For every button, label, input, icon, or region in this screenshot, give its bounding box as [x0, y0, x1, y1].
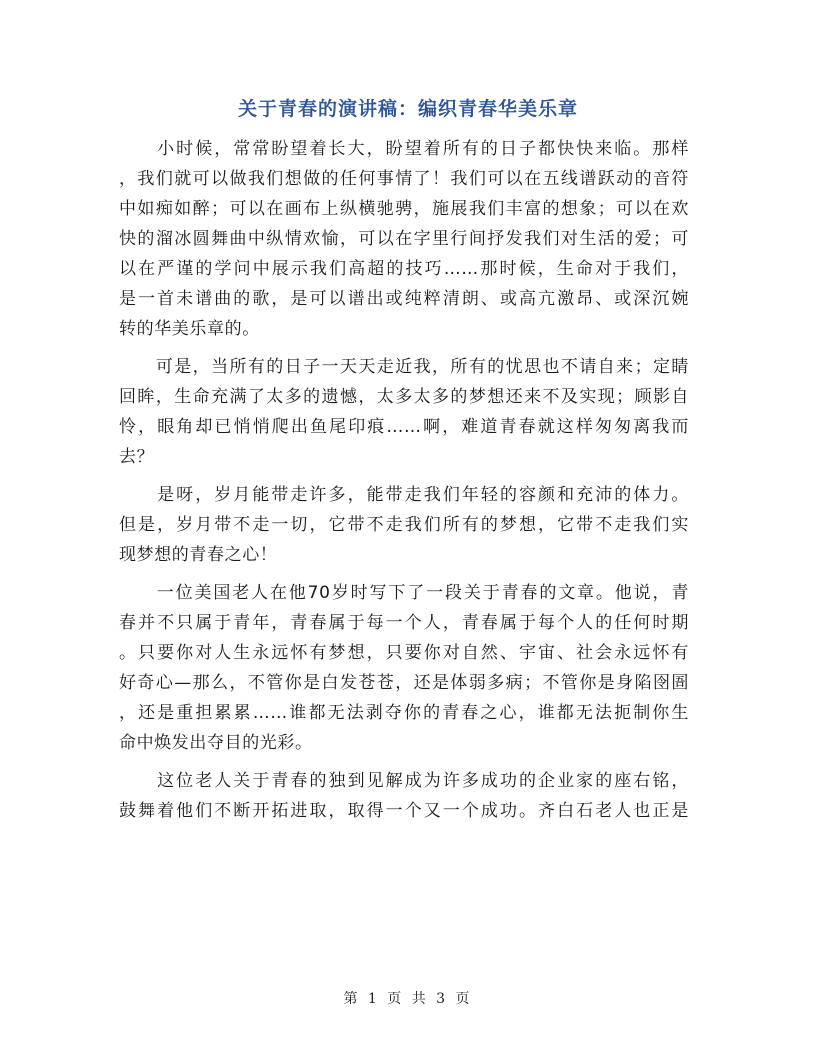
paragraph-line: 鼓舞着他们不断开拓进取，取得一个又一个成功。齐白石老人也正是 — [119, 801, 689, 821]
paragraph-line: 命中焕发出夺目的光彩。 — [119, 733, 313, 753]
paragraph-line: 小时候，常常盼望着长大，盼望着所有的日子都快快来临。那样 — [119, 139, 689, 159]
paragraph-line: 怜，眼角却已悄悄爬出鱼尾印痕……啊，难道青春就这样匆匆离我而 — [119, 417, 689, 437]
paragraph-4 — [119, 578, 689, 758]
paragraph-line: 去？ — [119, 447, 155, 467]
paragraph-line: 中如痴如醉；可以在画布上纵横驰骋，施展我们丰富的想象；可以在欢 — [119, 199, 689, 219]
paragraph-5 — [119, 766, 689, 826]
paragraph-2 — [119, 352, 689, 472]
paragraph-line: 回眸，生命充满了太多的遗憾，太多太多的梦想还来不及实现；顾影自 — [119, 387, 689, 407]
paragraph-line: ，还是重担累累……谁都无法剥夺你的青春之心，谁都无法扼制你生 — [119, 703, 689, 723]
paragraph-line: 现梦想的青春之心！ — [119, 545, 278, 565]
paragraph-line: ，我们就可以做我们想做的任何事情了！我们可以在五线谱跃动的音符 — [119, 169, 689, 189]
paragraph-3 — [119, 480, 689, 570]
paragraph-line: 但是，岁月带不走一切，它带不走我们所有的梦想，它带不走我们实 — [119, 515, 689, 535]
document-title: 关于青春的演讲稿：编织青春华美乐章 — [237, 98, 578, 120]
paragraph-1 — [119, 134, 689, 344]
paragraph-line: 以在严谨的学问中展示我们高超的技巧……那时候，生命对于我们， — [119, 259, 689, 279]
paragraph-line: 转的华美乐章的。 — [119, 319, 260, 339]
paragraph-line: 是呀，岁月能带走许多，能带走我们年轻的容颜和充沛的体力。 — [119, 485, 689, 505]
paragraph-line: 是一首未谱曲的歌，是可以谱出或纯粹清朗、或高亢激昂、或深沉婉 — [119, 289, 689, 309]
paragraph-line: 可是，当所有的日子一天天走近我，所有的忧思也不请自来；定睛 — [119, 357, 689, 377]
paragraph-line: 一位美国老人在他70岁时写下了一段关于青春的文章。他说，青 — [119, 583, 689, 603]
document-body — [119, 134, 689, 834]
paragraph-line: 这位老人关于青春的独到见解成为许多成功的企业家的座右铭， — [119, 771, 689, 791]
paragraph-line: 快的溜冰圆舞曲中纵情欢愉，可以在字里行间抒发我们对生活的爱；可 — [119, 229, 689, 249]
paragraph-line: 春并不只属于青年，青春属于每一个人，青春属于每个人的任何时期 — [119, 613, 689, 633]
paragraph-line: 。只要你对人生永远怀有梦想，只要你对自然、宇宙、社会永远怀有 — [119, 643, 689, 663]
paragraph-line: 好奇心—那么，不管你是白发苍苍，还是体弱多病；不管你是身陷囹圄 — [119, 673, 689, 693]
page-footer: 第 1 页 共 3 页 — [343, 991, 473, 1007]
